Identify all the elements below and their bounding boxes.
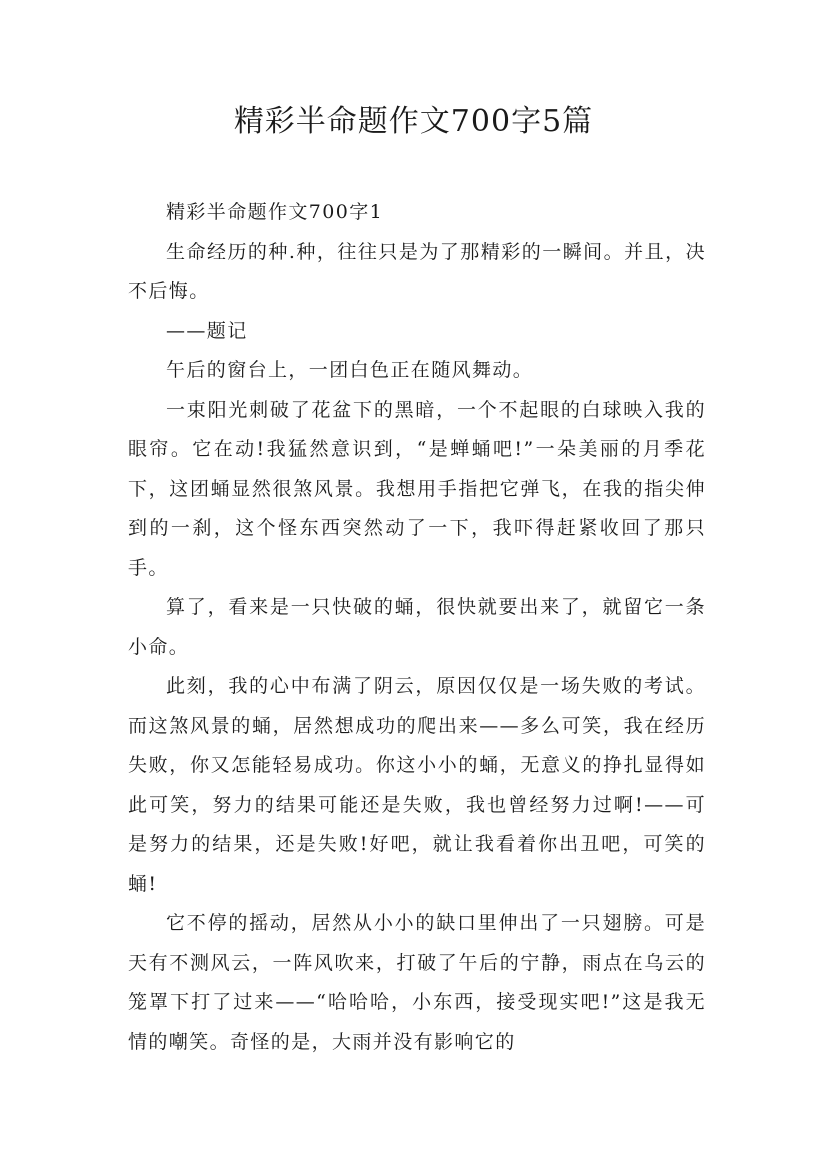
paragraph: 午后的窗台上，一团白色正在随风舞动。 bbox=[166, 359, 534, 381]
paragraph-epigraph: 生命经历的种.种，往往只是为了那精彩的一瞬间。并且，决不后悔。 bbox=[128, 240, 706, 302]
document-title: 精彩半命题作文700字5篇 bbox=[233, 104, 594, 139]
paragraph-epigraph-source: ——题记 bbox=[166, 319, 248, 342]
document-body bbox=[128, 193, 706, 1062]
paragraph: 此刻，我的心中布满了阴云，原因仅仅是一场失败的考试。而这煞风景的蛹，居然想成功的爬出来——多么可笑，我在经历失败，你又怎能轻易成功。你这小小的蛹，无意义的挣扎显得如此可笑，努力的结果可能还是失败，我也曾经努力过啊!——可是努力的结果，还是失败!好吧，就让我看着你出丑吧，可笑的蛹! bbox=[128, 675, 706, 895]
paragraph: 算了，看来是一只快破的蛹，很快就要出来了，就留它一条小命。 bbox=[128, 596, 706, 658]
paragraph: 一束阳光刺破了花盆下的黑暗，一个不起眼的白球映入我的眼帘。它在动!我猛然意识到，“是蝉蛹吧!”一朵美丽的月季花下，这团蛹显然很煞风景。我想用手指把它弹飞，在我的指尖伸到的一刹，这个怪东西突然动了一下，我吓得赶紧收回了那只手。 bbox=[128, 398, 706, 579]
paragraph: 它不停的摇动，居然从小小的缺口里伸出了一只翅膀。可是天有不测风云，一阵风吹来，打破了午后的宁静，雨点在乌云的笼罩下打了过来——“哈哈哈，小东西，接受现实吧!”这是我无情的嘲笑。奇怪的是，大雨并没有影响它的 bbox=[128, 912, 706, 1053]
paragraph-subtitle: 精彩半命题作文700字1 bbox=[166, 201, 384, 223]
